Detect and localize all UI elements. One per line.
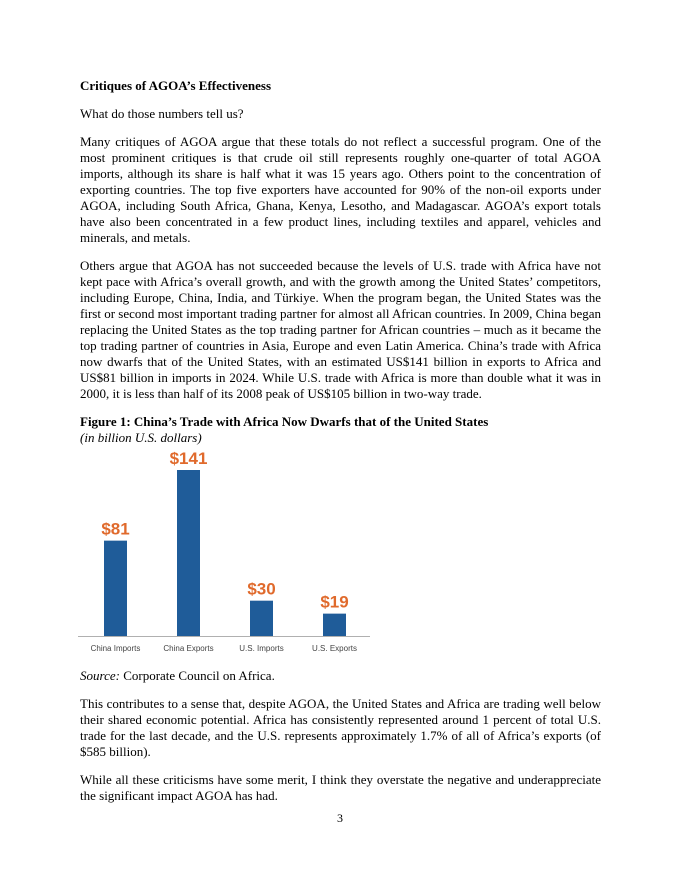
bar-3 bbox=[323, 614, 346, 636]
paragraph-1: What do those numbers tell us? bbox=[80, 106, 244, 121]
source-text: Corporate Council on Africa. bbox=[119, 668, 275, 683]
paragraph-5: While all these criticisms have some merit, I think they overstate the negative and underappreciate the significant impact AGOA has had. bbox=[80, 772, 601, 803]
data-label-2: $30 bbox=[247, 579, 276, 599]
paragraph-4: This contributes to a sense that, despite AGOA, the United States and Africa are trading well below their shared economic potential. Africa has consistently represented around 1 percent of total U.S. trade for the last decade, and the U.S. represents approximately 1.7% of all of Africa’s exports (of $585 billion). bbox=[80, 696, 601, 759]
paragraph-3: Others argue that AGOA has not succeeded because the levels of U.S. trade with Africa have not kept pace with Africa’s overall growth, and with the growth among the United States’ competitors, including Europe, China, India, and Türkiye. When the program began, the United States was the first or second most important trading partner for almost all African countries. In 2009, China began replacing the United States as the top trading partner for African countries – much as it became the top trading partner of countries in Asia, Europe and even Latin America. China’s trade with Africa now dwarfs that of the United States, with an estimated US$141 billion in exports to Africa and US$81 billion in imports in 2024. While U.S. trade with Africa is more than double what it was in 2000, it is less than half of its 2008 peak of US$105 billion in two-way trade. bbox=[80, 258, 601, 401]
document-page bbox=[80, 78, 601, 816]
section-heading: Critiques of AGOA’s Effectiveness bbox=[80, 78, 272, 93]
bar-chart-svg bbox=[78, 450, 378, 666]
paragraph-2: Many critiques of AGOA argue that these totals do not reflect a successful program. One of the most prominent critiques is that crude oil still represents roughly one-quarter of total AGOA imports, although its share is half what it was 15 years ago. Others point to the concentration of exporting countries. The top five exporters have accounted for 90% of the non-oil exports under AGOA, including South Africa, Ghana, Kenya, Lesotho, and Madagascar. AGOA’s export totals have also been concentrated in a few product lines, including textiles and apparel, vehicles and minerals, and metals. bbox=[80, 134, 601, 245]
tick-label-1: China Exports bbox=[163, 644, 214, 653]
tick-label-3: U.S. Exports bbox=[312, 644, 357, 653]
source-label: Source: bbox=[80, 668, 120, 683]
figure-subtitle: (in billion U.S. dollars) bbox=[80, 430, 202, 445]
data-label-3: $19 bbox=[320, 592, 349, 612]
figure-title: Figure 1: China’s Trade with Africa Now Dwarfs that of the United States bbox=[80, 414, 489, 429]
page-number: 3 bbox=[337, 811, 343, 825]
bar-0 bbox=[104, 541, 127, 636]
bar-2 bbox=[250, 601, 273, 636]
bar-chart bbox=[78, 450, 378, 666]
tick-label-2: U.S. Imports bbox=[239, 644, 284, 653]
data-label-1: $141 bbox=[169, 450, 208, 468]
figure-source bbox=[80, 668, 601, 684]
data-label-0: $81 bbox=[101, 519, 130, 539]
tick-label-0: China Imports bbox=[90, 644, 141, 653]
bar-1 bbox=[177, 470, 200, 636]
